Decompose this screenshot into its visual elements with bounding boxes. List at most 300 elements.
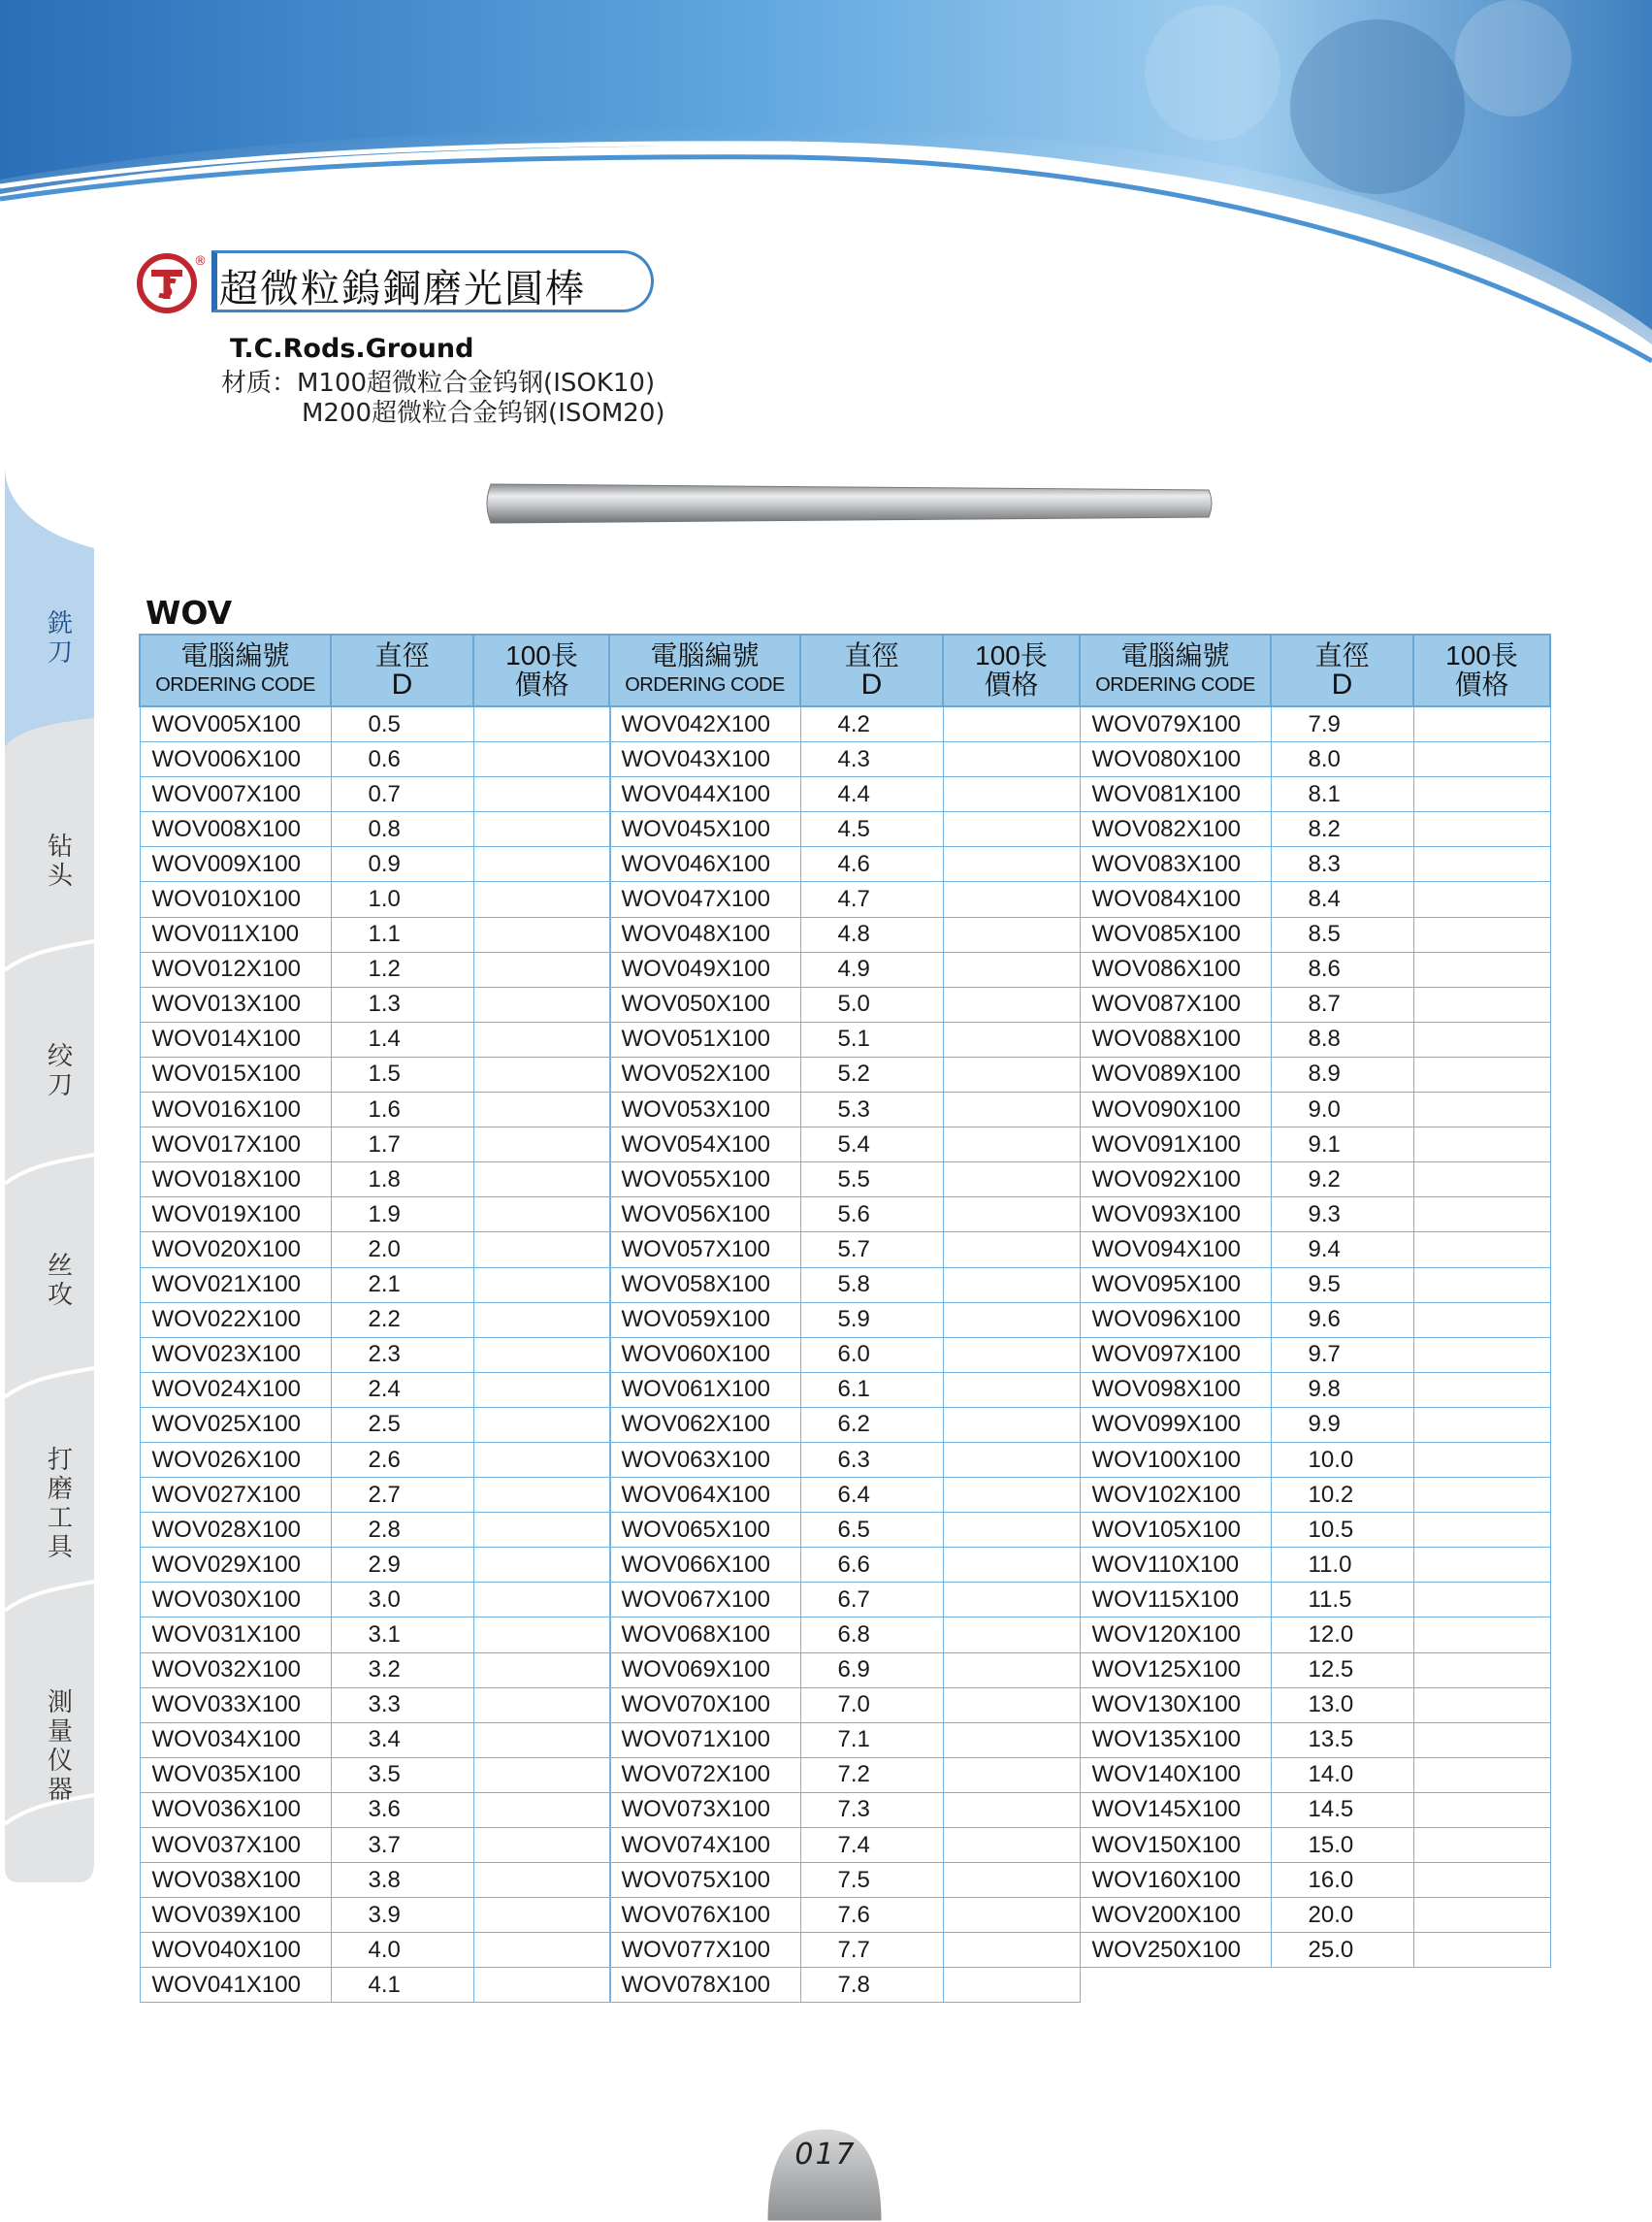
price-cell bbox=[943, 706, 1080, 742]
table-row bbox=[609, 1968, 1080, 2003]
diameter-cell: 8.4 bbox=[1271, 882, 1413, 917]
ordering-code-cell: WOV093X100 bbox=[1080, 1197, 1271, 1232]
table-row bbox=[140, 812, 610, 847]
table-row bbox=[140, 987, 610, 1022]
table-row bbox=[609, 1022, 1080, 1057]
table-row bbox=[609, 1302, 1080, 1337]
table-row bbox=[609, 952, 1080, 987]
table-row bbox=[1080, 1828, 1550, 1863]
diameter-cell: 2.3 bbox=[331, 1337, 473, 1372]
ordering-code-cell: WOV014X100 bbox=[140, 1022, 331, 1057]
ordering-code-cell: WOV160X100 bbox=[1080, 1863, 1271, 1898]
table-row bbox=[609, 812, 1080, 847]
price-cell bbox=[1413, 1757, 1550, 1792]
price-cell bbox=[1413, 1652, 1550, 1687]
ts-logo-icon bbox=[136, 252, 198, 314]
ordering-code-cell: WOV096X100 bbox=[1080, 1302, 1271, 1337]
table-row bbox=[140, 1478, 610, 1513]
ordering-code-cell: WOV091X100 bbox=[1080, 1127, 1271, 1162]
price-cell bbox=[473, 1513, 610, 1548]
ordering-code-cell: WOV035X100 bbox=[140, 1757, 331, 1792]
ordering-code-cell: WOV250X100 bbox=[1080, 1933, 1271, 1968]
diameter-cell: 1.1 bbox=[331, 917, 473, 952]
ordering-code-cell: WOV022X100 bbox=[140, 1302, 331, 1337]
diameter-cell: 16.0 bbox=[1271, 1863, 1413, 1898]
diameter-cell: 7.0 bbox=[800, 1687, 943, 1722]
header-banner bbox=[0, 0, 1652, 369]
price-cell bbox=[943, 1687, 1080, 1722]
table-row bbox=[1080, 1407, 1550, 1442]
diameter-cell: 7.4 bbox=[800, 1828, 943, 1863]
ordering-code-cell: WOV130X100 bbox=[1080, 1687, 1271, 1722]
price-cell bbox=[473, 1933, 610, 1968]
price-cell bbox=[473, 1093, 610, 1127]
ordering-code-cell: WOV043X100 bbox=[609, 742, 800, 777]
ordering-code-cell: WOV055X100 bbox=[609, 1162, 800, 1197]
ordering-code-cell: WOV039X100 bbox=[140, 1898, 331, 1933]
price-cell bbox=[473, 1372, 610, 1407]
price-cell bbox=[473, 1968, 610, 2003]
product-table-1 bbox=[139, 634, 611, 2003]
diameter-cell: 8.3 bbox=[1271, 847, 1413, 882]
ordering-code-cell: WOV070X100 bbox=[609, 1687, 800, 1722]
price-cell bbox=[473, 1057, 610, 1092]
table-row bbox=[140, 1513, 610, 1548]
price-cell bbox=[473, 882, 610, 917]
table-row bbox=[609, 847, 1080, 882]
ordering-code-cell: WOV105X100 bbox=[1080, 1513, 1271, 1548]
ordering-code-cell: WOV092X100 bbox=[1080, 1162, 1271, 1197]
price-cell bbox=[943, 1478, 1080, 1513]
diameter-cell: 1.2 bbox=[331, 952, 473, 987]
table-row bbox=[609, 706, 1080, 742]
table-row bbox=[140, 1583, 610, 1617]
diameter-cell: 8.6 bbox=[1271, 952, 1413, 987]
price-cell bbox=[1413, 1548, 1550, 1583]
header-ordering-code: 電腦編號 ORDERING CODE bbox=[1080, 635, 1271, 706]
diameter-cell: 12.5 bbox=[1271, 1652, 1413, 1687]
ordering-code-cell: WOV042X100 bbox=[609, 706, 800, 742]
price-cell bbox=[943, 1337, 1080, 1372]
diameter-cell: 3.8 bbox=[331, 1863, 473, 1898]
diameter-cell: 9.3 bbox=[1271, 1197, 1413, 1232]
diameter-cell: 0.7 bbox=[331, 777, 473, 812]
diameter-cell: 14.0 bbox=[1271, 1757, 1413, 1792]
price-cell bbox=[473, 1583, 610, 1617]
diameter-cell: 4.0 bbox=[331, 1933, 473, 1968]
ordering-code-cell: WOV145X100 bbox=[1080, 1792, 1271, 1827]
diameter-cell: 7.9 bbox=[1271, 706, 1413, 742]
diameter-cell: 5.1 bbox=[800, 1022, 943, 1057]
price-cell bbox=[943, 1933, 1080, 1968]
diameter-cell: 1.7 bbox=[331, 1127, 473, 1162]
ordering-code-cell: WOV028X100 bbox=[140, 1513, 331, 1548]
diameter-cell: 0.5 bbox=[331, 706, 473, 742]
table-row bbox=[609, 1828, 1080, 1863]
header-ordering-code: 電腦編號 ORDERING CODE bbox=[609, 635, 800, 706]
diameter-cell: 2.5 bbox=[331, 1407, 473, 1442]
ordering-code-cell: WOV007X100 bbox=[140, 777, 331, 812]
ordering-code-cell: WOV050X100 bbox=[609, 987, 800, 1022]
table-row bbox=[140, 777, 610, 812]
diameter-cell: 4.8 bbox=[800, 917, 943, 952]
ordering-code-cell: WOV033X100 bbox=[140, 1687, 331, 1722]
table-row bbox=[609, 1933, 1080, 1968]
price-cell bbox=[1413, 706, 1550, 742]
price-cell bbox=[473, 987, 610, 1022]
table-row bbox=[140, 1093, 610, 1127]
table-row bbox=[609, 1548, 1080, 1583]
table-row bbox=[609, 1337, 1080, 1372]
price-cell bbox=[943, 1302, 1080, 1337]
side-tab-reamer[interactable]: 绞刀 bbox=[47, 1042, 73, 1100]
ordering-code-cell: WOV084X100 bbox=[1080, 882, 1271, 917]
table-row bbox=[140, 1162, 610, 1197]
price-cell bbox=[943, 1267, 1080, 1302]
table-row bbox=[140, 1687, 610, 1722]
diameter-cell: 2.0 bbox=[331, 1232, 473, 1267]
table-row bbox=[609, 1093, 1080, 1127]
diameter-cell: 4.9 bbox=[800, 952, 943, 987]
table-row bbox=[609, 1583, 1080, 1617]
price-cell bbox=[943, 1652, 1080, 1687]
ordering-code-cell: WOV020X100 bbox=[140, 1232, 331, 1267]
diameter-cell: 9.5 bbox=[1271, 1267, 1413, 1302]
price-cell bbox=[943, 1022, 1080, 1057]
table-row bbox=[609, 1372, 1080, 1407]
diameter-cell: 2.7 bbox=[331, 1478, 473, 1513]
table-row bbox=[609, 1197, 1080, 1232]
header-ordering-code: 電腦編號 ORDERING CODE bbox=[140, 635, 331, 706]
price-cell bbox=[943, 1093, 1080, 1127]
registered-mark: ® bbox=[194, 254, 207, 269]
table-row bbox=[1080, 1617, 1550, 1652]
price-cell bbox=[1413, 1093, 1550, 1127]
diameter-cell: 9.9 bbox=[1271, 1407, 1413, 1442]
table-row bbox=[140, 1372, 610, 1407]
table-row bbox=[140, 1197, 610, 1232]
ordering-code-cell: WOV074X100 bbox=[609, 1828, 800, 1863]
table-row bbox=[140, 1057, 610, 1092]
table-row bbox=[1080, 777, 1550, 812]
table-row bbox=[609, 1127, 1080, 1162]
price-cell bbox=[1413, 1933, 1550, 1968]
ordering-code-cell: WOV110X100 bbox=[1080, 1548, 1271, 1583]
ordering-code-cell: WOV125X100 bbox=[1080, 1652, 1271, 1687]
diameter-cell: 6.0 bbox=[800, 1337, 943, 1372]
price-cell bbox=[473, 917, 610, 952]
table-row bbox=[1080, 1548, 1550, 1583]
price-cell bbox=[943, 1127, 1080, 1162]
price-cell bbox=[943, 1548, 1080, 1583]
price-cell bbox=[943, 1828, 1080, 1863]
diameter-cell: 14.5 bbox=[1271, 1792, 1413, 1827]
price-cell bbox=[943, 1583, 1080, 1617]
price-cell bbox=[943, 812, 1080, 847]
price-cell bbox=[473, 1548, 610, 1583]
ordering-code-cell: WOV082X100 bbox=[1080, 812, 1271, 847]
table-row bbox=[609, 1863, 1080, 1898]
ordering-code-cell: WOV012X100 bbox=[140, 952, 331, 987]
price-cell bbox=[473, 1337, 610, 1372]
price-cell bbox=[473, 1267, 610, 1302]
side-tab-drill[interactable]: 钻头 bbox=[47, 833, 73, 891]
diameter-cell: 5.8 bbox=[800, 1267, 943, 1302]
ordering-code-cell: WOV075X100 bbox=[609, 1863, 800, 1898]
price-cell bbox=[473, 1407, 610, 1442]
table-row bbox=[1080, 706, 1550, 742]
ordering-code-cell: WOV021X100 bbox=[140, 1267, 331, 1302]
diameter-cell: 2.1 bbox=[331, 1267, 473, 1302]
ordering-code-cell: WOV037X100 bbox=[140, 1828, 331, 1863]
ordering-code-cell: WOV059X100 bbox=[609, 1302, 800, 1337]
diameter-cell: 5.2 bbox=[800, 1057, 943, 1092]
diameter-cell: 5.5 bbox=[800, 1162, 943, 1197]
ordering-code-cell: WOV025X100 bbox=[140, 1407, 331, 1442]
table-row bbox=[1080, 812, 1550, 847]
table-row bbox=[140, 1617, 610, 1652]
table-row bbox=[1080, 1687, 1550, 1722]
diameter-cell: 7.8 bbox=[800, 1968, 943, 2003]
diameter-cell: 7.6 bbox=[800, 1898, 943, 1933]
diameter-cell: 3.6 bbox=[331, 1792, 473, 1827]
diameter-cell: 10.2 bbox=[1271, 1478, 1413, 1513]
diameter-cell: 2.6 bbox=[331, 1442, 473, 1477]
table-row bbox=[609, 917, 1080, 952]
table-row bbox=[140, 1407, 610, 1442]
ordering-code-cell: WOV073X100 bbox=[609, 1792, 800, 1827]
ordering-code-cell: WOV090X100 bbox=[1080, 1093, 1271, 1127]
diameter-cell: 5.7 bbox=[800, 1232, 943, 1267]
side-tab-tap[interactable]: 丝攻 bbox=[47, 1252, 73, 1310]
price-cell bbox=[473, 1442, 610, 1477]
price-cell bbox=[1413, 1722, 1550, 1757]
table-row bbox=[609, 1757, 1080, 1792]
ordering-code-cell: WOV095X100 bbox=[1080, 1267, 1271, 1302]
table-row bbox=[140, 1863, 610, 1898]
diameter-cell: 10.0 bbox=[1271, 1442, 1413, 1477]
price-cell bbox=[1413, 1617, 1550, 1652]
page-number: 017 bbox=[794, 2138, 857, 2172]
price-cell bbox=[943, 742, 1080, 777]
ordering-code-cell: WOV058X100 bbox=[609, 1267, 800, 1302]
ordering-code-cell: WOV065X100 bbox=[609, 1513, 800, 1548]
ordering-code-cell: WOV006X100 bbox=[140, 742, 331, 777]
table-row bbox=[1080, 1372, 1550, 1407]
ordering-code-cell: WOV019X100 bbox=[140, 1197, 331, 1232]
price-cell bbox=[943, 1617, 1080, 1652]
diameter-cell: 1.6 bbox=[331, 1093, 473, 1127]
price-cell bbox=[473, 1863, 610, 1898]
side-tab-milling[interactable]: 銑刀 bbox=[47, 609, 73, 668]
price-cell bbox=[943, 1898, 1080, 1933]
table-row bbox=[140, 1232, 610, 1267]
table-row bbox=[1080, 1337, 1550, 1372]
ordering-code-cell: WOV056X100 bbox=[609, 1197, 800, 1232]
ordering-code-cell: WOV102X100 bbox=[1080, 1478, 1271, 1513]
diameter-cell: 7.1 bbox=[800, 1722, 943, 1757]
ordering-code-cell: WOV040X100 bbox=[140, 1933, 331, 1968]
price-cell bbox=[1413, 1267, 1550, 1302]
price-cell bbox=[1413, 742, 1550, 777]
table-row bbox=[609, 1232, 1080, 1267]
ordering-code-cell: WOV041X100 bbox=[140, 1968, 331, 2003]
table-row bbox=[609, 1898, 1080, 1933]
price-cell bbox=[943, 882, 1080, 917]
price-cell bbox=[473, 1022, 610, 1057]
price-cell bbox=[1413, 1197, 1550, 1232]
table-row bbox=[140, 1127, 610, 1162]
ordering-code-cell: WOV061X100 bbox=[609, 1372, 800, 1407]
diameter-cell: 4.4 bbox=[800, 777, 943, 812]
ordering-code-cell: WOV076X100 bbox=[609, 1898, 800, 1933]
ordering-code-cell: WOV063X100 bbox=[609, 1442, 800, 1477]
ordering-code-cell: WOV115X100 bbox=[1080, 1583, 1271, 1617]
diameter-cell: 12.0 bbox=[1271, 1617, 1413, 1652]
table-row bbox=[1080, 882, 1550, 917]
price-cell bbox=[1413, 1583, 1550, 1617]
header-diameter: 直徑 D bbox=[1271, 635, 1413, 706]
material-line-2: M200超微粒合金钨钢(ISOM20) bbox=[302, 399, 665, 428]
diameter-cell: 2.9 bbox=[331, 1548, 473, 1583]
table-row bbox=[140, 1933, 610, 1968]
table-row bbox=[609, 1057, 1080, 1092]
table-row bbox=[1080, 1127, 1550, 1162]
ordering-code-cell: WOV005X100 bbox=[140, 706, 331, 742]
diameter-cell: 3.2 bbox=[331, 1652, 473, 1687]
side-tab-measuring[interactable]: 測量仪器 bbox=[47, 1688, 73, 1805]
price-cell bbox=[473, 1722, 610, 1757]
price-cell bbox=[473, 1828, 610, 1863]
ordering-code-cell: WOV088X100 bbox=[1080, 1022, 1271, 1057]
diameter-cell: 6.8 bbox=[800, 1617, 943, 1652]
side-tabs bbox=[0, 466, 107, 1882]
table-row bbox=[140, 882, 610, 917]
ordering-code-cell: WOV053X100 bbox=[609, 1093, 800, 1127]
diameter-cell: 1.9 bbox=[331, 1197, 473, 1232]
ordering-code-cell: WOV068X100 bbox=[609, 1617, 800, 1652]
table-row bbox=[140, 1792, 610, 1827]
page-subtitle: T.C.Rods.Ground bbox=[230, 334, 474, 364]
header-diameter: 直徑 D bbox=[331, 635, 473, 706]
ordering-code-cell: WOV140X100 bbox=[1080, 1757, 1271, 1792]
table-row bbox=[609, 1442, 1080, 1477]
table-row bbox=[140, 1302, 610, 1337]
diameter-cell: 3.7 bbox=[331, 1828, 473, 1863]
ordering-code-cell: WOV067X100 bbox=[609, 1583, 800, 1617]
ordering-code-cell: WOV054X100 bbox=[609, 1127, 800, 1162]
ordering-code-cell: WOV064X100 bbox=[609, 1478, 800, 1513]
diameter-cell: 13.5 bbox=[1271, 1722, 1413, 1757]
price-cell bbox=[1413, 987, 1550, 1022]
ordering-code-cell: WOV026X100 bbox=[140, 1442, 331, 1477]
price-cell bbox=[473, 1792, 610, 1827]
ordering-code-cell: WOV027X100 bbox=[140, 1478, 331, 1513]
product-table-2 bbox=[608, 634, 1081, 2003]
diameter-cell: 9.4 bbox=[1271, 1232, 1413, 1267]
price-cell bbox=[1413, 1863, 1550, 1898]
price-cell bbox=[1413, 1513, 1550, 1548]
table-row bbox=[609, 1722, 1080, 1757]
diameter-cell: 4.7 bbox=[800, 882, 943, 917]
diameter-cell: 5.0 bbox=[800, 987, 943, 1022]
diameter-cell: 7.2 bbox=[800, 1757, 943, 1792]
ordering-code-cell: WOV049X100 bbox=[609, 952, 800, 987]
price-cell bbox=[473, 1898, 610, 1933]
price-cell bbox=[943, 1513, 1080, 1548]
ordering-code-cell: WOV015X100 bbox=[140, 1057, 331, 1092]
diameter-cell: 7.3 bbox=[800, 1792, 943, 1827]
table-row bbox=[140, 917, 610, 952]
ordering-code-cell: WOV200X100 bbox=[1080, 1898, 1271, 1933]
ordering-code-cell: WOV071X100 bbox=[609, 1722, 800, 1757]
table-row bbox=[140, 1968, 610, 2003]
ordering-code-cell: WOV009X100 bbox=[140, 847, 331, 882]
ordering-code-cell: WOV097X100 bbox=[1080, 1337, 1271, 1372]
table-row bbox=[1080, 1022, 1550, 1057]
diameter-cell: 5.4 bbox=[800, 1127, 943, 1162]
price-cell bbox=[943, 952, 1080, 987]
table-row bbox=[1080, 1898, 1550, 1933]
diameter-cell: 1.5 bbox=[331, 1057, 473, 1092]
ordering-code-cell: WOV010X100 bbox=[140, 882, 331, 917]
table-row bbox=[140, 952, 610, 987]
diameter-cell: 8.7 bbox=[1271, 987, 1413, 1022]
diameter-cell: 8.9 bbox=[1271, 1057, 1413, 1092]
ordering-code-cell: WOV045X100 bbox=[609, 812, 800, 847]
table-row bbox=[140, 1828, 610, 1863]
price-cell bbox=[1413, 1337, 1550, 1372]
ordering-code-cell: WOV023X100 bbox=[140, 1337, 331, 1372]
ordering-code-cell: WOV038X100 bbox=[140, 1863, 331, 1898]
price-cell bbox=[473, 847, 610, 882]
diameter-cell: 8.5 bbox=[1271, 917, 1413, 952]
table-row bbox=[1080, 1197, 1550, 1232]
diameter-cell: 4.5 bbox=[800, 812, 943, 847]
table-row bbox=[140, 706, 610, 742]
price-cell bbox=[1413, 917, 1550, 952]
diameter-cell: 3.9 bbox=[331, 1898, 473, 1933]
price-cell bbox=[943, 1863, 1080, 1898]
table-row bbox=[609, 1513, 1080, 1548]
table-row bbox=[1080, 1583, 1550, 1617]
price-cell bbox=[943, 1442, 1080, 1477]
diameter-cell: 4.3 bbox=[800, 742, 943, 777]
diameter-cell: 6.9 bbox=[800, 1652, 943, 1687]
diameter-cell: 6.1 bbox=[800, 1372, 943, 1407]
diameter-cell: 8.1 bbox=[1271, 777, 1413, 812]
table-row bbox=[1080, 1933, 1550, 1968]
ordering-code-cell: WOV083X100 bbox=[1080, 847, 1271, 882]
table-row bbox=[140, 847, 610, 882]
diameter-cell: 6.7 bbox=[800, 1583, 943, 1617]
table-row bbox=[1080, 987, 1550, 1022]
ordering-code-cell: WOV085X100 bbox=[1080, 917, 1271, 952]
ordering-code-cell: WOV031X100 bbox=[140, 1617, 331, 1652]
side-tab-grinding[interactable]: 打磨工具 bbox=[47, 1446, 73, 1562]
ordering-code-cell: WOV048X100 bbox=[609, 917, 800, 952]
ordering-code-cell: WOV079X100 bbox=[1080, 706, 1271, 742]
diameter-cell: 2.4 bbox=[331, 1372, 473, 1407]
price-cell bbox=[473, 1652, 610, 1687]
diameter-cell: 5.6 bbox=[800, 1197, 943, 1232]
price-cell bbox=[473, 1617, 610, 1652]
table-row bbox=[1080, 1652, 1550, 1687]
price-cell bbox=[943, 1757, 1080, 1792]
ordering-code-cell: WOV081X100 bbox=[1080, 777, 1271, 812]
price-cell bbox=[943, 1372, 1080, 1407]
ordering-code-cell: WOV018X100 bbox=[140, 1162, 331, 1197]
